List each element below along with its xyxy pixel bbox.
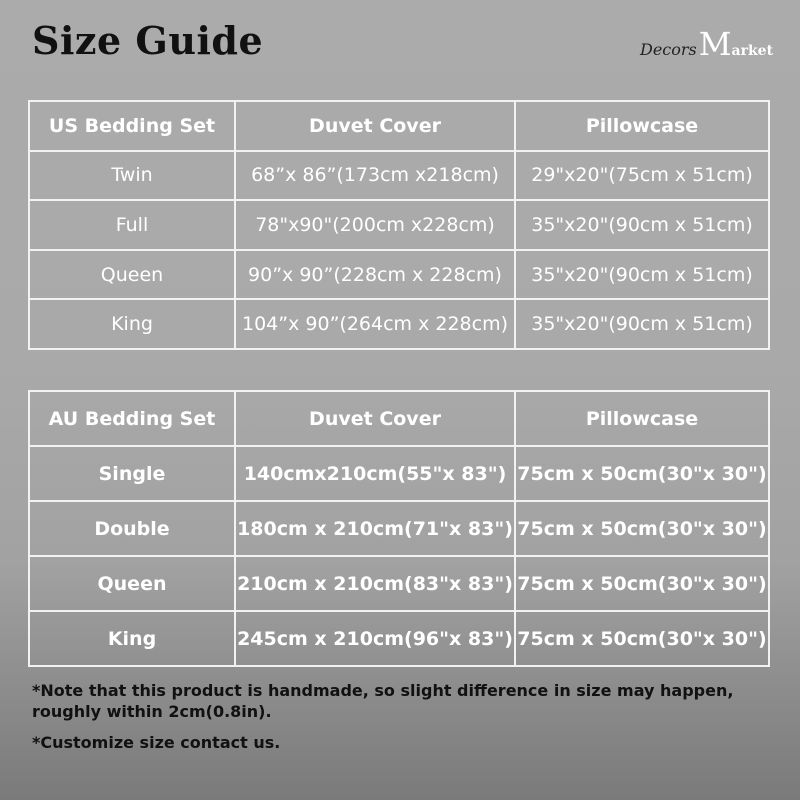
pillowcase-cell: 75cm x 50cm(30"x 30") xyxy=(515,446,769,501)
duvet-cell: 180cm x 210cm(71"x 83") xyxy=(235,501,515,556)
table-header-row xyxy=(29,101,769,151)
header-cell: Duvet Cover xyxy=(235,101,515,151)
table-row xyxy=(29,501,769,556)
us-size-table xyxy=(28,100,770,350)
logo-m-letter: M xyxy=(698,25,732,63)
duvet-cell: 68”x 86”(173cm x218cm) xyxy=(235,151,515,201)
duvet-cell: 90”x 90”(228cm x 228cm) xyxy=(235,250,515,300)
logo-decors-text: Decors xyxy=(640,40,697,59)
page-title: Size Guide xyxy=(32,18,264,63)
duvet-cell: 104”x 90”(264cm x 228cm) xyxy=(235,299,515,349)
table-row xyxy=(29,250,769,300)
table-row xyxy=(29,446,769,501)
customize-note: *Customize size contact us. xyxy=(32,733,281,752)
header-cell: Pillowcase xyxy=(515,101,769,151)
size-cell: King xyxy=(29,299,235,349)
duvet-cell: 210cm x 210cm(83"x 83") xyxy=(235,556,515,611)
table-row xyxy=(29,299,769,349)
size-cell: Queen xyxy=(29,556,235,611)
table-header-row xyxy=(29,391,769,446)
header-cell: Duvet Cover xyxy=(235,391,515,446)
pillowcase-cell: 75cm x 50cm(30"x 30") xyxy=(515,501,769,556)
size-cell: Single xyxy=(29,446,235,501)
table-row xyxy=(29,556,769,611)
pillowcase-cell: 75cm x 50cm(30"x 30") xyxy=(515,556,769,611)
size-cell: Full xyxy=(29,200,235,250)
pillowcase-cell: 29"x20"(75cm x 51cm) xyxy=(515,151,769,201)
table-row xyxy=(29,151,769,201)
table-row xyxy=(29,611,769,666)
pillowcase-cell: 35"x20"(90cm x 51cm) xyxy=(515,200,769,250)
header-cell: AU Bedding Set xyxy=(29,391,235,446)
header-cell: US Bedding Set xyxy=(29,101,235,151)
size-cell: King xyxy=(29,611,235,666)
duvet-cell: 245cm x 210cm(96"x 83") xyxy=(235,611,515,666)
duvet-cell: 78"x90"(200cm x228cm) xyxy=(235,200,515,250)
handmade-note: *Note that this product is handmade, so slight difference in size may happen, roughly within 2cm(0.8in). xyxy=(32,681,734,721)
size-cell: Queen xyxy=(29,250,235,300)
size-cell: Double xyxy=(29,501,235,556)
header-cell: Pillowcase xyxy=(515,391,769,446)
notes xyxy=(32,680,772,763)
pillowcase-cell: 35"x20"(90cm x 51cm) xyxy=(515,250,769,300)
au-size-table xyxy=(28,390,770,667)
logo-arket-text: arket xyxy=(731,43,774,59)
pillowcase-cell: 35"x20"(90cm x 51cm) xyxy=(515,299,769,349)
brand-logo xyxy=(640,24,790,68)
pillowcase-cell: 75cm x 50cm(30"x 30") xyxy=(515,611,769,666)
table-row xyxy=(29,200,769,250)
duvet-cell: 140cmx210cm(55"x 83") xyxy=(235,446,515,501)
size-cell: Twin xyxy=(29,151,235,201)
